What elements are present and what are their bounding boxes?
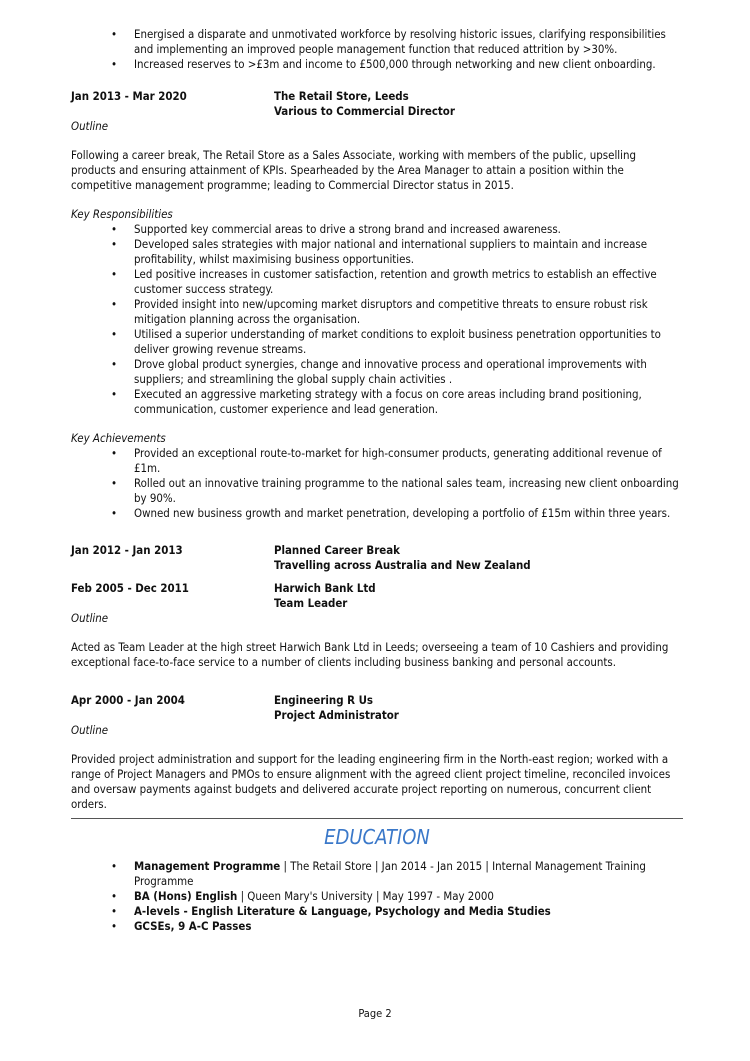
job-company: Planned Career Break [274,543,400,557]
job-company: Engineering R Us [274,693,373,707]
section-divider [71,818,683,819]
achievements-label: Key Achievements [71,431,166,445]
list-item: • Increased reserves to >£3m and income to £500,000 through networking and new client onboarding. [71,57,683,72]
list-item: • Owned new business growth and market penetration, developing a portfolio of £15m within three years. [71,506,683,521]
job-role: Travelling across Australia and New Zealand [274,558,531,572]
job-company: The Retail Store, Leeds [274,89,409,103]
job-header-retail [71,89,683,119]
job-role: Team Leader [274,596,348,610]
education-qualification: GCSEs, 9 A-C Passes [134,919,252,933]
job-outline: Following a career break, The Retail Store as a Sales Associate, working with members of the public, upselling products and ensuring attainment of KPIs. Spearheaded by the Area Manager to attain a position within the competitive management programme; leading to Commercial Director status in 2015. [71,148,636,192]
responsibilities-label: Key Responsibilities [71,207,173,221]
list-item: • Developed sales strategies with major national and international suppliers to maintain and increase profitability, whilst maximising business opportunities. [71,237,683,267]
education-heading: EDUCATION [324,825,430,849]
list-item: • Supported key commercial areas to drive a strong brand and increased awareness. [71,222,683,237]
job-outline: Acted as Team Leader at the high street Harwich Bank Ltd in Leeds; overseeing a team of 10 Cashiers and providing exceptional face-to-face service to a number of clients including business banking and personal accounts. [71,640,669,669]
outline-label: Outline [71,119,109,133]
list-item [71,904,683,919]
page-number: Page 2 [358,1007,392,1020]
outline-label: Outline [71,723,109,737]
education-details: | Queen Mary's University | May 1997 - May 2000 [237,889,494,903]
job-role: Project Administrator [274,708,399,722]
job-header-bank [71,581,683,611]
list-item: • Utilised a superior understanding of market conditions to exploit business penetration opportunities to deliver growing revenue streams. [71,327,683,357]
list-item [71,889,683,904]
job-role: Various to Commercial Director [274,104,455,118]
job-dates: Apr 2000 - Jan 2004 [71,693,185,707]
job-dates: Jan 2012 - Jan 2013 [71,543,183,557]
list-item: • Provided insight into new/upcoming market disruptors and competitive threats to ensure robust risk mitigation planning across the organisation. [71,297,683,327]
job-header-engineering [71,693,683,723]
job-header-break [71,543,683,573]
list-item: • Drove global product synergies, change and innovative process and operational improvements with suppliers; and streamlining the global supply chain activities . [71,357,683,387]
outline-label: Outline [71,611,109,625]
job-dates: Jan 2013 - Mar 2020 [71,89,187,103]
job-outline: Provided project administration and support for the leading engineering firm in the North-east region; worked with a range of Project Managers and PMOs to ensure alignment with the agreed client project timeline, reconciled invoices and oversaw payments against budgets and delivered accurate project reporting on numerous, concurrent client orders. [71,752,671,811]
list-item: • Energised a disparate and unmotivated workforce by resolving historic issues, clarifying responsibilities and implementing an improved people management function that reduced attrition by >30%. [71,27,683,57]
intro-bullet-list [71,27,683,72]
list-item: • Provided an exceptional route-to-market for high-consumer products, generating additional revenue of £1m. [71,446,683,476]
education-qualification: A-levels - English Literature & Language, Psychology and Media Studies [134,904,551,918]
page-content [71,27,683,934]
education-qualification: BA (Hons) English [134,889,238,903]
list-item: • Led positive increases in customer satisfaction, retention and growth metrics to establish an effective customer success strategy. [71,267,683,297]
education-qualification: Management Programme [134,859,281,873]
education-list [71,859,683,934]
job-company: Harwich Bank Ltd [274,581,376,595]
achievements-list [71,446,683,521]
list-item [71,919,683,934]
list-item: • Executed an aggressive marketing strategy with a focus on core areas including brand positioning, communication, customer experience and lead generation. [71,387,683,417]
list-item [71,859,683,889]
education-details: | The Retail Store | Jan 2014 - Jan 2015 | Internal Management Training Programme [134,859,646,888]
responsibilities-list [71,222,683,417]
job-dates: Feb 2005 - Dec 2011 [71,581,189,595]
list-item: • Rolled out an innovative training programme to the national sales team, increasing new client onboarding by 90%. [71,476,683,506]
